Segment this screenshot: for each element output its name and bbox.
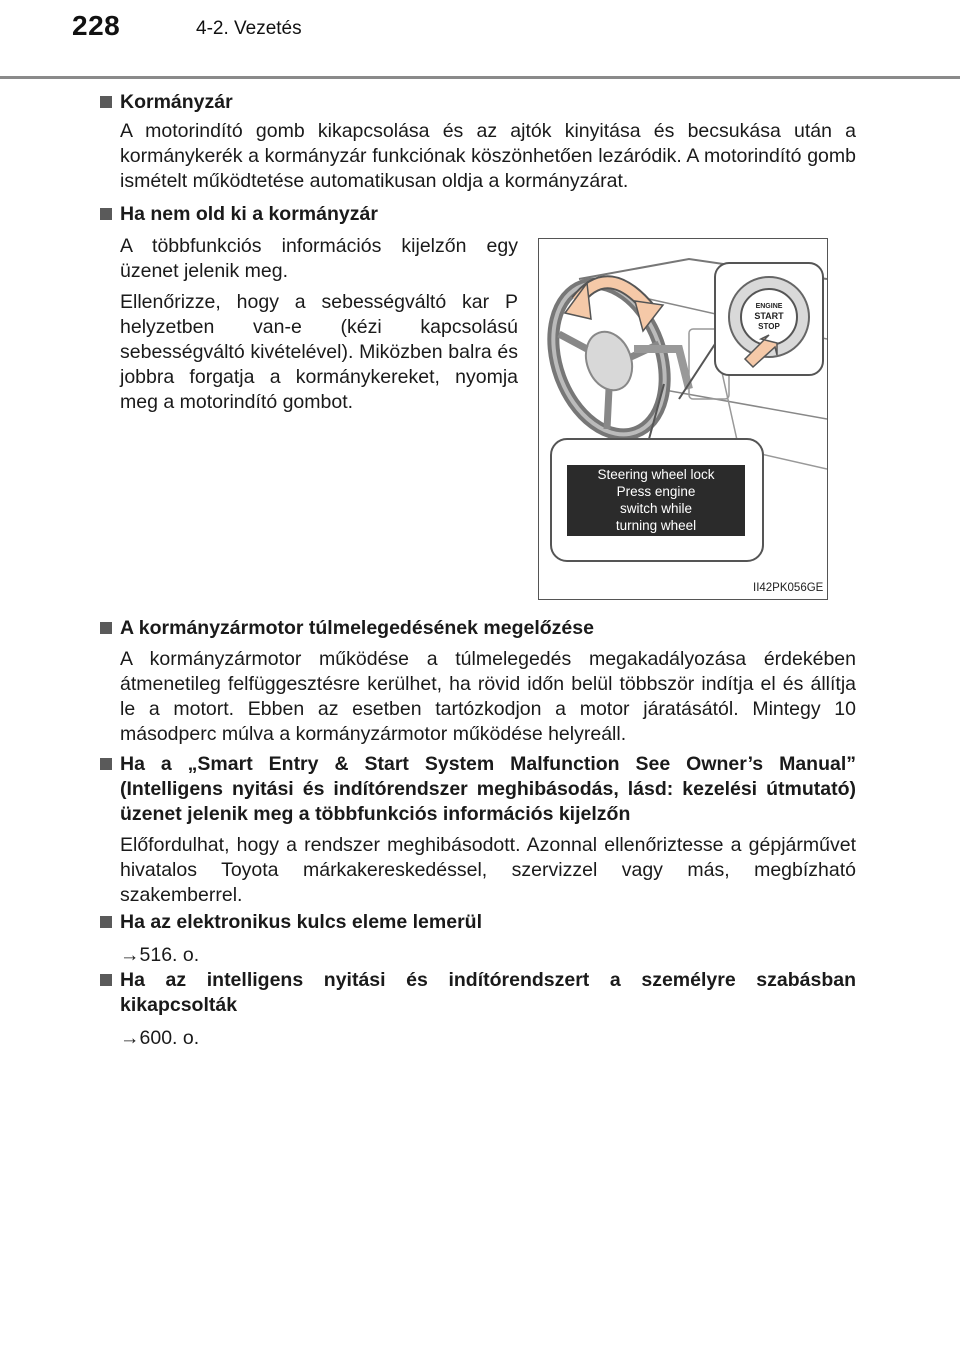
section-body: A motorindító gomb kikapcsolása és az ajtók kinyitása és becsukása után a kormánykerék a kormányzár funkciónak köszönhetően lezáródik. A motorindító gomb ismételt működtetése automatikusan oldja a kormányzárat.	[120, 120, 856, 192]
square-bullet-icon	[100, 974, 112, 986]
page-header	[0, 0, 960, 80]
figure-code: II42PK056GE	[753, 582, 824, 594]
section-paragraph: Ellenőrizze, hogy a sebességváltó kar P helyzetben van-e (kézi kapcsolású sebességváltó kivételével). Miközben balra és jobbra forgatja a kormánykereket, nyomja meg a motorindító gombot.	[120, 291, 518, 413]
section-paragraph: A többfunkciós információs kijelzőn egy üzenet jelenik meg.	[120, 235, 518, 282]
page-reference: →516. o.	[120, 944, 200, 966]
button-label-engine: ENGINE	[755, 303, 783, 310]
section-overheat	[100, 616, 856, 747]
square-bullet-icon	[100, 758, 112, 770]
square-bullet-icon	[100, 916, 112, 928]
square-bullet-icon	[100, 208, 112, 220]
section-heading: Kormányzár	[100, 90, 856, 115]
section-heading: Ha az intelligens nyitási és indítórendszert a személyre szabásban kikapcsolták	[100, 968, 856, 1018]
section-heading: Ha a „Smart Entry & Start System Malfunction See Owner’s Manual” (Intelligens nyitási és indítórendszer meghibásodás, lásd: kezelési útmutató) üzenet jelenik meg a többfunkciós információs kijelzőn	[100, 752, 856, 827]
dashboard-illustration	[539, 239, 827, 599]
button-label-start: START	[754, 311, 784, 321]
page-number: 228	[72, 10, 121, 41]
page-reference: →600. o.	[120, 1027, 200, 1049]
info-display-message: Steering wheel lock Press engine switch while turning wheel	[567, 465, 745, 536]
section-heading: Ha az elektronikus kulcs eleme lemerül	[100, 910, 856, 935]
section-lock-not-released	[100, 202, 856, 227]
square-bullet-icon	[100, 96, 112, 108]
header-divider	[0, 76, 960, 79]
section-heading: A kormányzármotor túlmelegedésének megelőzése	[100, 616, 856, 641]
steering-lock-illustration	[538, 238, 828, 600]
section-steering-lock	[100, 90, 856, 194]
section-key-battery	[100, 910, 856, 968]
section-smart-system-disabled	[100, 968, 856, 1051]
section-malfunction-message	[100, 752, 856, 908]
section-heading: Ha nem old ki a kormányzár	[100, 202, 856, 227]
button-label-stop: STOP	[758, 322, 780, 331]
section-body: A kormányzármotor működése a túlmelegedés megakadályozása érdekében átmenetileg felfüggesztésre kerülhet, ha rövid időn belül többször indítja el és állítja le a motort. Ebben az esetben tartózkodjon a motor járatásától. Mintegy 10 másodperc múlva a kormányzármotor működése helyreáll.	[120, 648, 856, 745]
section-body: Előfordulhat, hogy a rendszer meghibásodott. Azonnal ellenőriztesse a gépjárművet hivatalos Toyota márkakereskedéssel, szervizzel vagy más, megbízható szakemberrel.	[120, 834, 856, 906]
section-title: 4-2. Vezetés	[196, 18, 302, 39]
square-bullet-icon	[100, 622, 112, 634]
